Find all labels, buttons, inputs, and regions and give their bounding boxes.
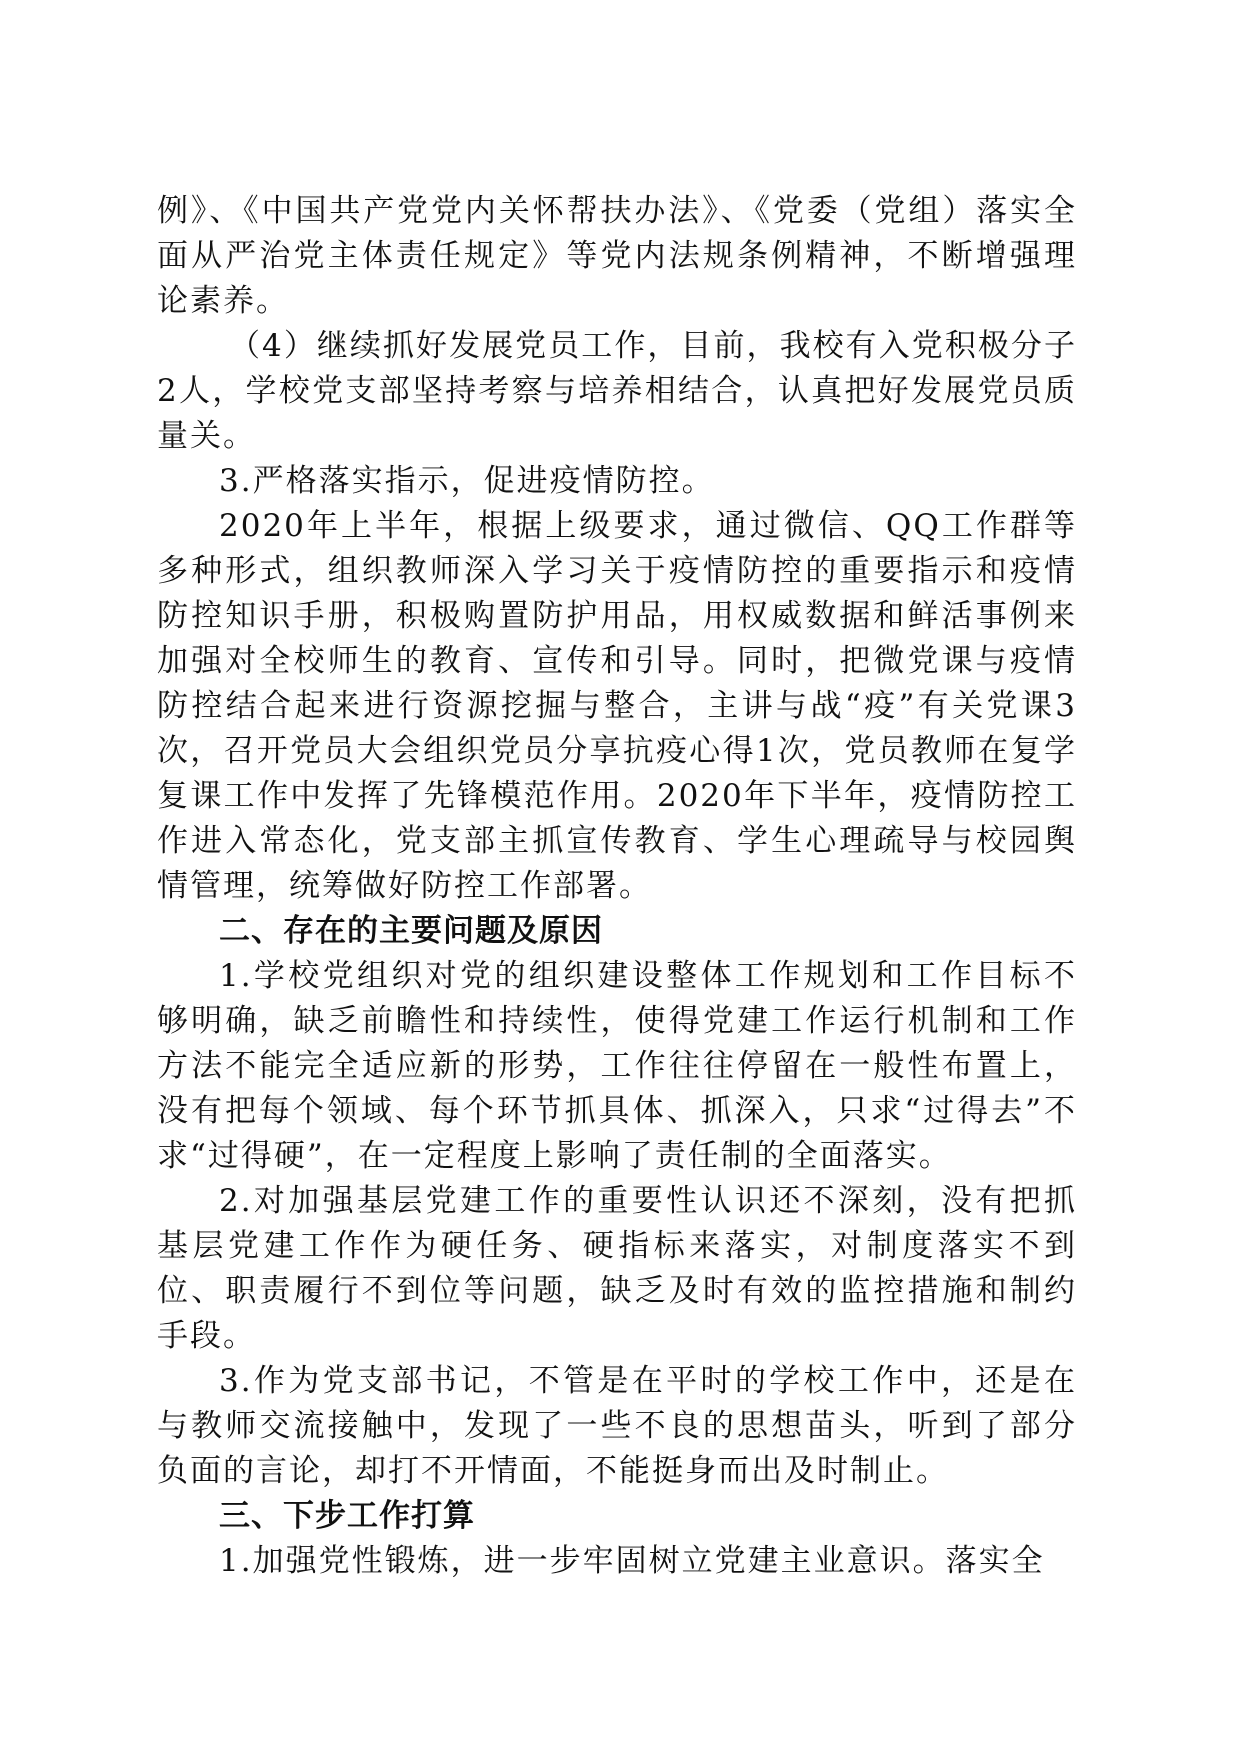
paragraph-problem-3: 3.作为党支部书记，不管是在平时的学校工作中，还是在与教师交流接触中，发现了一些不良的思想苗头，听到了部分负面的言论，却打不开情面，不能挺身而出及时制止。 bbox=[157, 1363, 1077, 1489]
section-heading-next-steps: 三、下步工作打算 bbox=[219, 1498, 475, 1534]
paragraph-problem-1: 1.学校党组织对党的组织建设整体工作规划和工作目标不够明确，缺乏前瞻性和持续性，使得党建工作运行机制和工作方法不能完全适应新的形势，工作往往停留在一般性布置上，没有把每个领域、每个环节抓具体、抓深入，只求“过得去”不求“过得硬”，在一定程度上影响了责任制的全面落实。 bbox=[157, 958, 1077, 1174]
paragraph-subheading-epidemic: 3.严格落实指示，促进疫情防控。 bbox=[219, 463, 715, 499]
paragraph-continued: 例》、《中国共产党党内关怀帮扶办法》、《党委（党组）落实全面从严治党主体责任规定》等党内法规条例精神，不断增强理论素养。 bbox=[157, 193, 1077, 319]
paragraph-epidemic-control: 2020年上半年，根据上级要求，通过微信、QQ工作群等多种形式，组织教师深入学习关于疫情防控的重要指示和疫情防控知识手册，积极购置防护用品，用权威数据和鲜活事例来加强对全校师生的教育、宣传和引导。同时，把微党课与疫情防控结合起来进行资源挖掘与整合，主讲与战“疫”有关党课3次，召开党员大会组织党员分享抗疫心得1次，党员教师在复学复课工作中发挥了先锋模范作用。2020年下半年，疫情防控工作进入常态化，党支部主抓宣传教育、学生心理疏导与校园舆情管理，统筹做好防控工作部署。 bbox=[157, 508, 1077, 904]
section-heading-problems: 二、存在的主要问题及原因 bbox=[219, 913, 603, 949]
paragraph-party-development: （4）继续抓好发展党员工作，目前，我校有入党积极分子2人，学校党支部坚持考察与培养相结合，认真把好发展党员质量关。 bbox=[157, 328, 1077, 454]
paragraph-next-step-1: 1.加强党性锻炼，进一步牢固树立党建主业意识。落实全 bbox=[219, 1543, 1045, 1579]
document-body bbox=[157, 189, 1077, 1584]
paragraph-problem-2: 2.对加强基层党建工作的重要性认识还不深刻，没有把抓基层党建工作作为硬任务、硬指标来落实，对制度落实不到位、职责履行不到位等问题，缺乏及时有效的监控措施和制约手段。 bbox=[157, 1183, 1077, 1354]
